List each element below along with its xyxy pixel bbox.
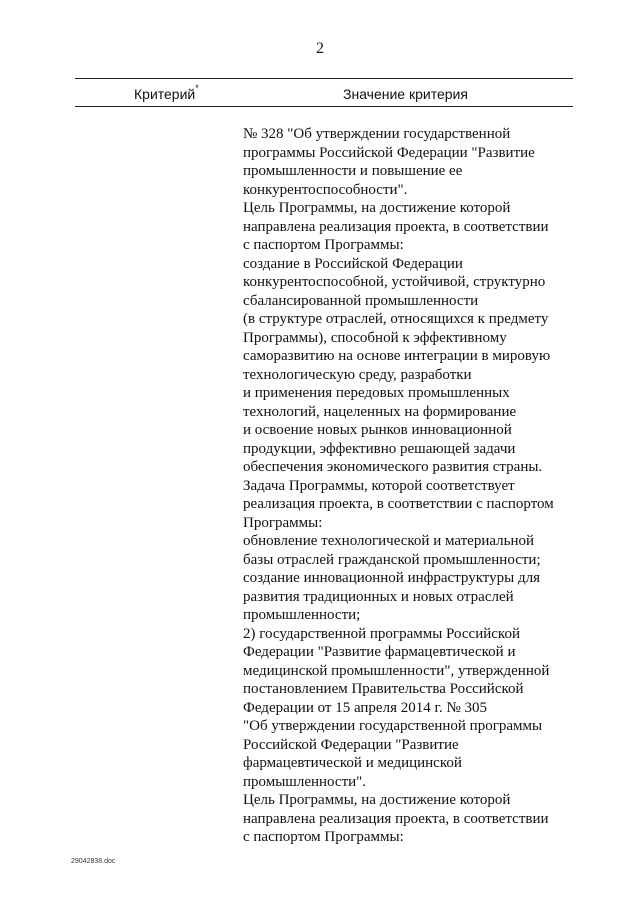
text-line: с паспортом Программы: <box>243 237 404 253</box>
text-line: технологий, нацеленных на формирование <box>243 403 517 420</box>
text-line: реализация проекта, в соответствии с паспортом <box>243 496 554 512</box>
text-line: обновление технологической и материальной <box>243 533 535 549</box>
table-header-top-rule <box>75 78 573 79</box>
text-line: с паспортом Программы: <box>243 829 404 845</box>
text-line: Программы: <box>243 514 323 531</box>
text-line: промышленности; <box>243 607 361 623</box>
text-line: постановлением Правительства Российской <box>243 681 524 697</box>
text-line: обеспечения экономического развития страны. <box>243 459 543 475</box>
page-number: 2 <box>316 40 324 57</box>
text-line: Цель Программы, на достижение которой <box>243 792 511 808</box>
text-line: медицинской промышленности", утвержденной <box>243 662 550 679</box>
document-filename: 29042838.doc <box>71 858 116 865</box>
criterion-value-text <box>243 125 573 847</box>
text-line: Задача Программы, которой соответствует <box>243 477 515 494</box>
text-line: создание инновационной инфраструктуры для <box>243 570 540 586</box>
text-line: Программы), способной к эффективному <box>243 329 507 346</box>
text-line: саморазвитию на основе интеграции в мировую <box>243 348 551 364</box>
text-line: промышленности и повышение ее <box>243 163 463 179</box>
text-line: конкурентоспособной, устойчивой, структурно <box>243 274 546 290</box>
text-line: промышленности". <box>243 773 367 790</box>
column-header-value: Значение критерия <box>343 86 468 102</box>
text-line: № 328 "Об утверждении государственной <box>243 126 511 142</box>
table-header-bottom-rule <box>75 106 573 107</box>
footnote-mark: * <box>195 83 199 93</box>
column-header-criterion <box>134 83 199 102</box>
column-header-criterion-label: Критерий <box>134 86 196 102</box>
text-line: фармацевтической и медицинской <box>243 755 462 771</box>
text-line: (в структуре отраслей, относящихся к предмету <box>243 311 549 327</box>
text-line: технологическую среду, разработки <box>243 366 472 383</box>
text-line: направлена реализация проекта, в соответствии <box>243 810 549 827</box>
text-line: создание в Российской Федерации <box>243 255 463 272</box>
text-line: продукции, эффективно решающей задачи <box>243 440 516 457</box>
text-line: направлена реализация проекта, в соответствии <box>243 218 549 235</box>
text-line: 2) государственной программы Российской <box>243 625 520 642</box>
text-line: конкурентоспособности". <box>243 181 408 198</box>
text-line: программы Российской Федерации "Развитие <box>243 144 535 161</box>
text-line: "Об утверждении государственной программы <box>243 718 543 734</box>
text-line: и применения передовых промышленных <box>243 385 510 401</box>
text-line: и освоение новых рынков инновационной <box>243 422 512 438</box>
text-line: Федерации от 15 апреля 2014 г. № 305 <box>243 699 487 716</box>
text-line: Цель Программы, на достижение которой <box>243 200 511 216</box>
text-line: развития традиционных и новых отраслей <box>243 588 514 605</box>
text-line: Российской Федерации "Развитие <box>243 736 459 753</box>
text-line: Федерации "Развитие фармацевтической и <box>243 644 516 660</box>
text-line: базы отраслей гражданской промышленности; <box>243 551 541 568</box>
text-line: сбалансированной промышленности <box>243 292 479 309</box>
